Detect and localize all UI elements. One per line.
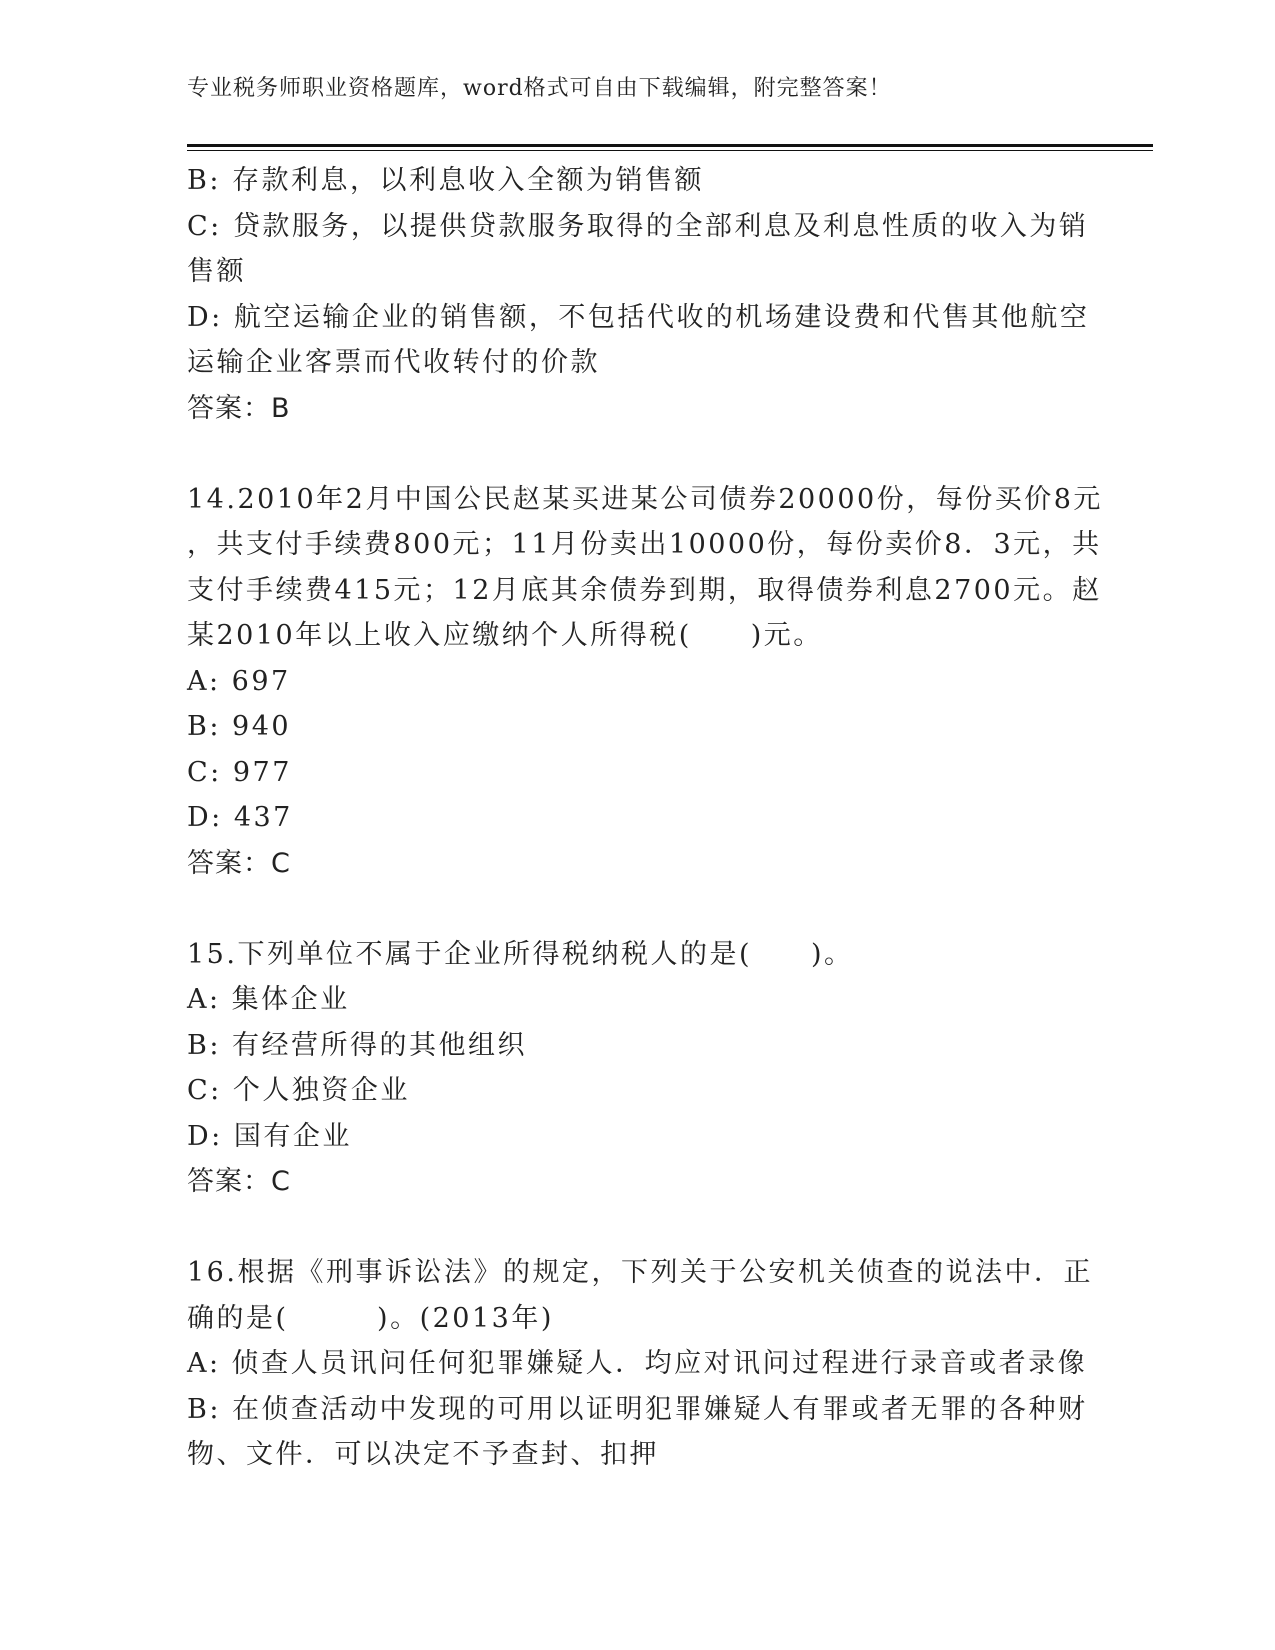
q13-option-d-line1: D: 航空运输企业的销售额，不包括代收的机场建设费和代售其他航空: [187, 301, 1090, 333]
q15-option-b: B: 有经营所得的其他组织: [187, 1029, 528, 1061]
q14-stem-line2: ，共支付手续费800元；11月份卖出10000份，每份卖价8．3元，共: [187, 529, 1102, 560]
header-rule-thin: [187, 150, 1153, 151]
q16-option-a: A: 侦查人员讯问任何犯罪嫌疑人．均应对讯问过程进行录音或者录像: [187, 1348, 1088, 1379]
q15-answer: 答案：C: [187, 1166, 291, 1197]
q16-stem-line2: 确的是( )。(2013年): [187, 1302, 554, 1334]
q16-stem-line1: 16.根据《刑事诉讼法》的规定，下列关于公安机关侦查的说法中．正: [187, 1257, 1093, 1288]
q14-stem-line1: 14.2010年2月中国公民赵某买进某公司债券20000份，每份买价8元: [187, 483, 1103, 515]
q16-option-b-line1: B: 在侦查活动中发现的可用以证明犯罪嫌疑人有罪或者无罪的各种财: [187, 1393, 1088, 1425]
q15-option-d: D: 国有企业: [187, 1120, 352, 1152]
q13-option-c-line1: C: 贷款服务，以提供贷款服务取得的全部利息及利息性质的收入为销: [187, 210, 1089, 242]
q13-option-c-line2: 售额: [187, 256, 246, 287]
q16-option-b-line2: 物、文件．可以决定不予查封、扣押: [187, 1439, 659, 1470]
q15-option-a: A: 集体企业: [187, 984, 350, 1015]
q14-answer: 答案：C: [187, 847, 291, 879]
q13-option-b: B: 存款利息，以利息收入全额为销售额: [187, 165, 705, 196]
document-body: [187, 158, 1103, 1478]
header-rule-thick: [187, 144, 1153, 147]
q14-stem-line3: 支付手续费415元；12月底其余债券到期，取得债券利息2700元。赵: [187, 574, 1102, 606]
q13-answer: 答案：B: [187, 392, 291, 424]
q14-stem-line4: 某2010年以上收入应缴纳个人所得税( )元。: [187, 620, 823, 651]
page-header: 专业税务师职业资格题库，word格式可自由下载编辑，附完整答案！: [187, 76, 892, 101]
q14-option-c: C: 977: [187, 756, 292, 788]
q13-option-d-line2: 运输企业客票而代收转付的价款: [187, 347, 600, 378]
spacer: [187, 1205, 1087, 1251]
q15-stem: 15.下列单位不属于企业所得税纳税人的是( )。: [187, 938, 854, 970]
q14-option-b: B: 940: [187, 711, 292, 742]
q15-option-c: C: 个人独资企业: [187, 1075, 410, 1106]
spacer: [187, 886, 1087, 932]
q14-option-a: A: 697: [187, 665, 291, 697]
spacer: [187, 431, 1087, 477]
q14-option-d: D: 437: [187, 802, 293, 833]
